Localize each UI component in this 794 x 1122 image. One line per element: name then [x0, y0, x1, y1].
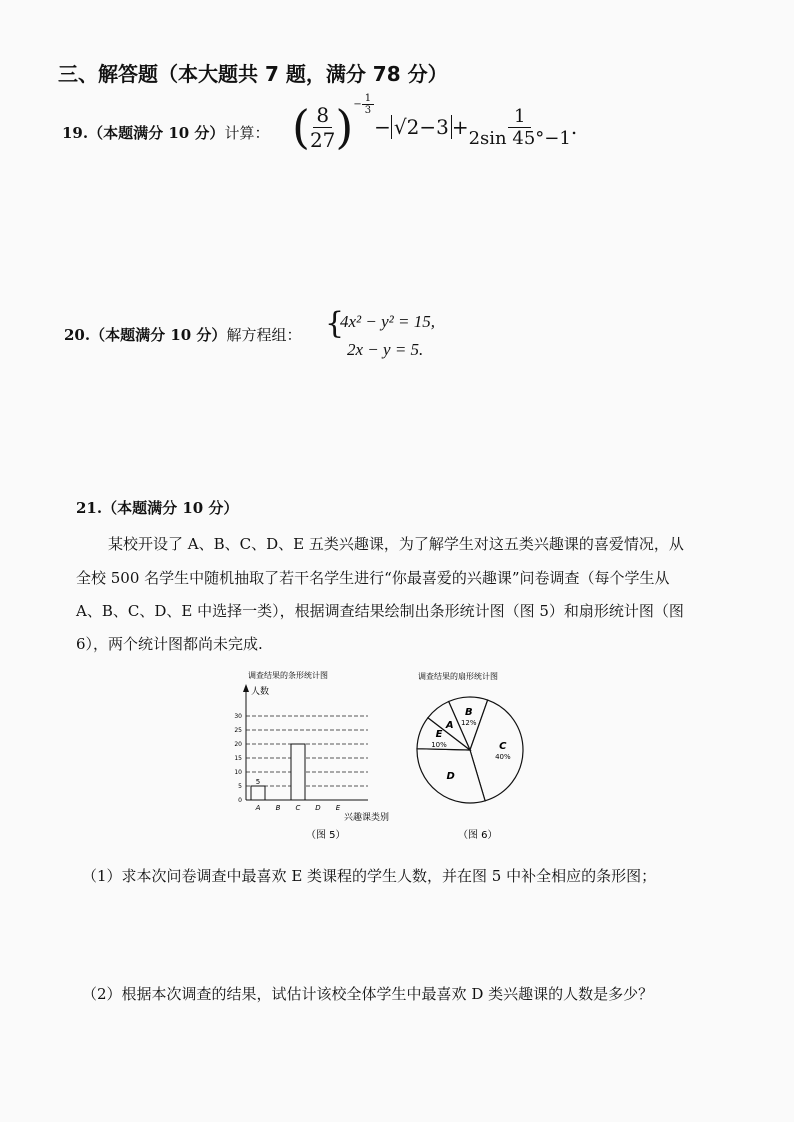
y-tick-label: 25 [234, 727, 242, 734]
y-axis-label: 人数 [251, 687, 270, 697]
pie-label-D: D [446, 771, 455, 783]
left-paren: ( [292, 100, 310, 154]
category-label-D: D [315, 804, 321, 812]
q19-label [62, 122, 269, 143]
bar-data-label-A: 5 [255, 778, 261, 786]
pie-chart-title: 调查结果的扇形统计图 [418, 672, 498, 681]
q21-line-2: 全校 500 名学生中随机抽取了若干名学生进行“你最喜爱的兴趣课”问卷调查（每个学生从 [76, 569, 670, 587]
y-tick-label: 0 [238, 797, 242, 804]
q20-equation-1: 4x² − y² = 15, [340, 312, 435, 331]
pie-percent-B: 12% [460, 719, 477, 728]
q19-expression [292, 92, 578, 154]
q21-sub-1: （1）求本次问卷调查中最喜欢 E 类课程的学生人数，并在图 5 中补全相应的条形图； [82, 867, 657, 885]
q20-label [64, 324, 301, 345]
pie-label-C: C [499, 740, 507, 752]
exponent-sign: − [353, 98, 362, 110]
y-tick-label: 20 [234, 741, 242, 748]
q21-line-1: 某校开设了 A、B、C、D、E 五类兴趣课，为了解学生对这五类兴趣课的喜爱情况，从 [108, 535, 684, 553]
pie-label-E: E [435, 729, 443, 741]
x-axis-label: 兴趣课类别 [344, 813, 390, 823]
bar-chart-title: 调查结果的条形统计图 [248, 671, 328, 680]
base-numerator: 8 [313, 103, 332, 128]
exponent-fraction [362, 93, 374, 116]
q21-line-3: A、B、C、D、E 中选择一类），根据调查结果绘制出条形统计图（图 5）和扇形统计图（图 [76, 602, 684, 620]
pie-slices [417, 697, 523, 803]
absolute-value: √2−3 [391, 115, 452, 139]
right-paren: ) [335, 100, 354, 154]
q20-equation-2: 2x − y = 5. [347, 340, 424, 359]
minus-sign: − [374, 115, 391, 139]
q19-prompt: 计算： [224, 124, 270, 142]
category-label-C: C [295, 804, 301, 812]
q19-period: . [570, 115, 578, 139]
y-axis-arrow [243, 684, 249, 692]
q20-number: 20. [64, 326, 91, 344]
category-label-B: B [275, 804, 281, 812]
exponent-numerator: 1 [362, 93, 374, 105]
q20-points: （本题满分 10 分） [90, 326, 227, 344]
bar-chart [226, 660, 416, 850]
figure-5-caption: （图 5） [306, 830, 346, 841]
q21-line-4: 6），两个统计图都尚未完成. [76, 635, 263, 653]
y-tick-label: 5 [238, 783, 242, 790]
figure-6-caption: （图 6） [458, 830, 498, 841]
pie-label-A: A [445, 720, 454, 732]
exponent [353, 92, 374, 116]
base-fraction [310, 103, 335, 152]
pie-chart [412, 665, 542, 850]
q20-prompt: 解方程组： [226, 326, 302, 344]
bar-gridlines [246, 716, 368, 786]
category-label-E: E [335, 804, 341, 812]
y-tick-label: 15 [234, 755, 242, 762]
pie-percent-C: 40% [495, 752, 511, 761]
section-title: 三、解答题（本大题共 7 题，满分 78 分） [58, 62, 448, 86]
bar-A [251, 786, 265, 800]
q21-header: 21.（本题满分 10 分） [76, 499, 239, 517]
system-brace: { [325, 306, 345, 341]
q19-points: （本题满分 10 分） [88, 124, 225, 142]
base-denominator: 27 [309, 127, 336, 152]
pie-label-B: B [464, 707, 473, 719]
y-tick-label: 10 [234, 769, 242, 776]
q19-number: 19. [62, 124, 89, 142]
reciprocal-numerator: 1 [508, 106, 531, 128]
reciprocal-fraction [469, 106, 571, 149]
y-tick-label: 30 [234, 713, 242, 720]
category-label-A: A [255, 804, 261, 812]
q21-sub-2: （2）根据本次调查的结果，试估计该校全体学生中最喜欢 D 类兴趣课的人数是多少？ [82, 985, 654, 1003]
exponent-denominator: 3 [364, 104, 372, 116]
bar-C [291, 744, 305, 800]
category-labels [255, 804, 341, 812]
reciprocal-denominator: 2sin 45°−1 [468, 127, 571, 149]
y-tick-labels [234, 713, 242, 804]
plus-sign: + [451, 115, 469, 139]
pie-percent-E: 10% [431, 741, 447, 750]
